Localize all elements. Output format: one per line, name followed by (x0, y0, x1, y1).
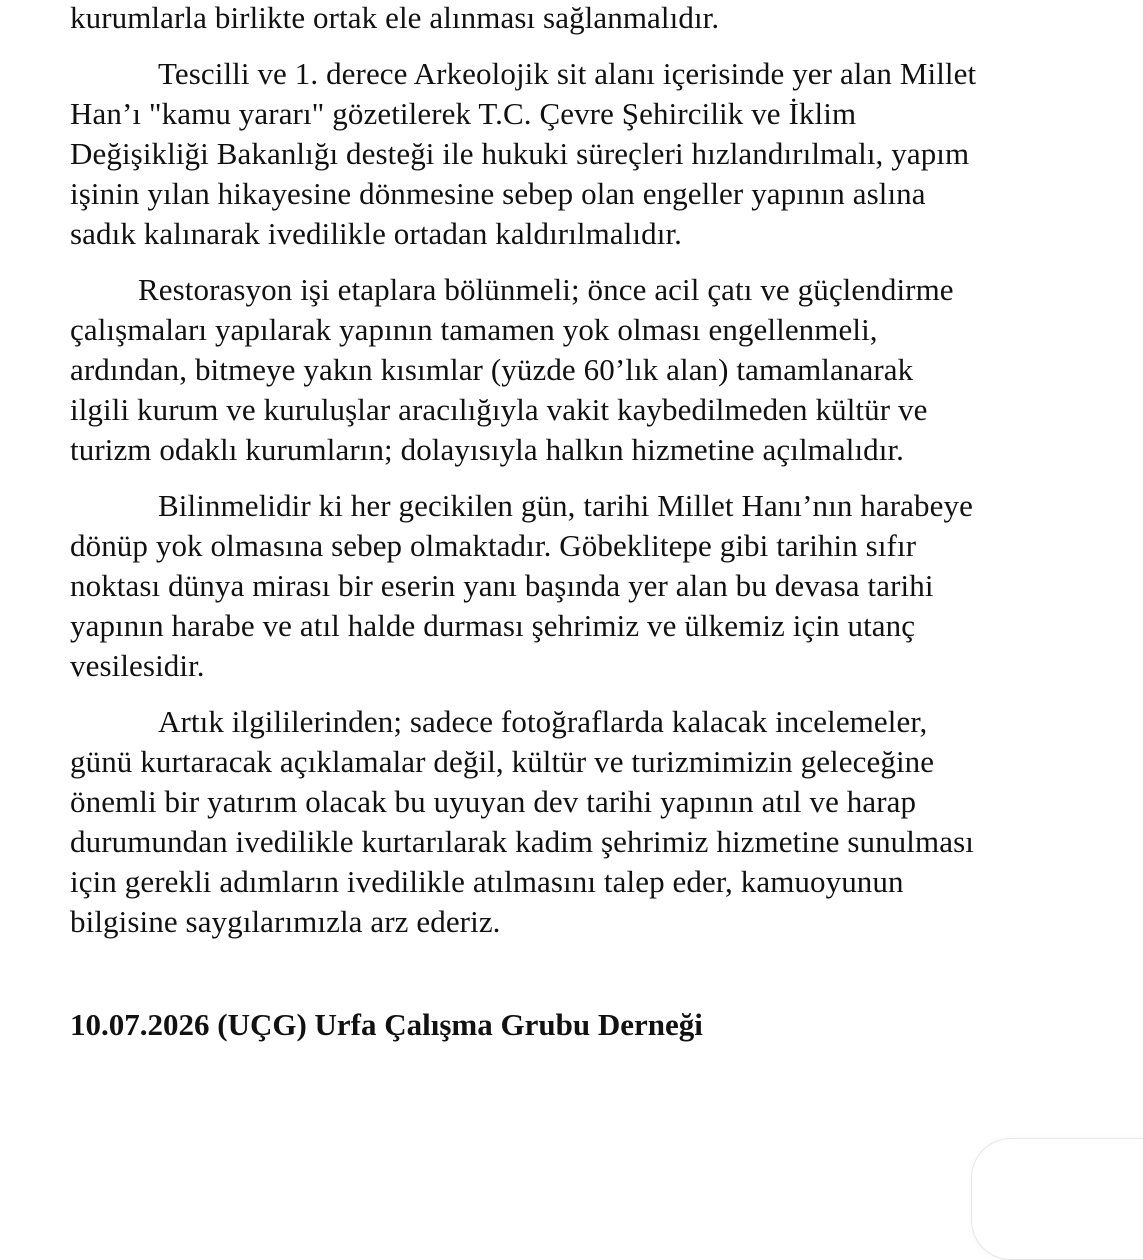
text-line-7: Restorasyon işi etaplara bölünmeli; önce acil çatı ve güçlendirme (138, 272, 954, 307)
text-line-6: sadık kalınarak ivedilikle ortadan kaldırılmalıdır. (70, 216, 683, 251)
text-line-17: Artık ilgililerinden; sadece fotoğraflarda kalacak incelemeler, (158, 704, 928, 739)
text-line-22: bilgisine saygılarımızla arz ederiz. (70, 904, 501, 939)
text-line-3: Han’ı "kamu yararı" gözetilerek T.C. Çevre Şehircilik ve İklim (70, 96, 857, 131)
text-line-12: Bilinmelidir ki her gecikilen gün, tarihi Millet Hanı’nın harabeye (158, 488, 973, 523)
text-line-21: için gerekli adımların ivedilikle atılmasını talep eder, kamuoyunun (70, 864, 904, 899)
text-line-2: Tescilli ve 1. derece Arkeolojik sit alanı içerisinde yer alan Millet (158, 56, 977, 91)
text-line-11: turizm odaklı kurumların; dolayısıyla halkın hizmetine açılmalıdır. (70, 432, 905, 467)
text-line-13: dönüp yok olmasına sebep olmaktadır. Göbeklitepe gibi tarihin sıfır (70, 528, 917, 563)
text-line-10: ilgili kurum ve kuruluşlar aracılığıyla vakit kaybedilmeden kültür ve (70, 392, 928, 427)
text-line-16: vesilesidir. (70, 648, 205, 683)
text-line-14: noktası dünya mirası bir eserin yanı başında yer alan bu devasa tarihi (70, 568, 934, 603)
corner-overlay-shape (971, 1138, 1143, 1260)
text-line-18: günü kurtaracak açıklamalar değil, kültür ve turizmimizin geleceğine (70, 744, 935, 779)
text-line-20: durumundan ivedilikle kurtarılarak kadim şehrimiz hizmetine sunulması (70, 824, 974, 859)
text-line-8: çalışmaları yapılarak yapının tamamen yok olması engellenmeli, (70, 312, 878, 347)
text-line-15: yapının harabe ve atıl halde durması şehrimiz ve ülkemiz için utanç (70, 608, 916, 643)
signature-line: 10.07.2026 (UÇG) Urfa Çalışma Grubu Derneği (70, 1007, 703, 1042)
text-line-5: işinin yılan hikayesine dönmesine sebep olan engeller yapının aslına (70, 176, 926, 211)
text-line-1: kurumlarla birlikte ortak ele alınması sağlanmalıdır. (70, 0, 720, 35)
text-line-9: ardından, bitmeye yakın kısımlar (yüzde 60’lık alan) tamamlanarak (70, 352, 914, 387)
text-line-19: önemli bir yatırım olacak bu uyuyan dev tarihi yapının atıl ve harap (70, 784, 917, 819)
text-line-4: Değişikliği Bakanlığı desteği ile hukuki süreçleri hızlandırılmalı, yapım (70, 136, 970, 171)
